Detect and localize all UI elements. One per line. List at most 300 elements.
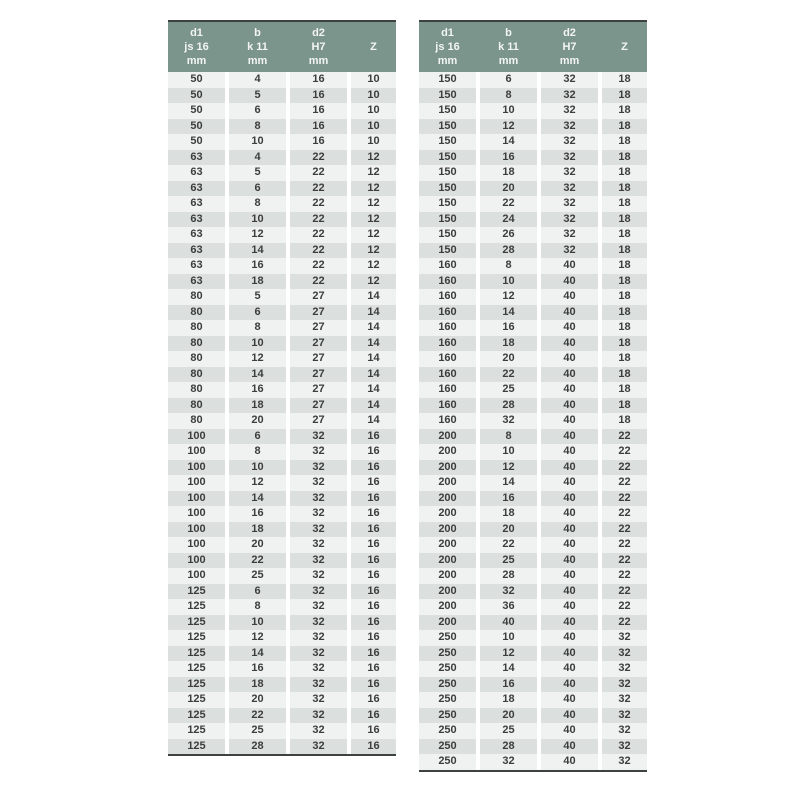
header-line: mm: [498, 55, 519, 67]
table-cell: 14: [351, 320, 396, 336]
table-cell: 24: [480, 212, 537, 228]
header-line: d1: [190, 27, 203, 39]
table-row: [168, 134, 396, 150]
table-cell: 250: [419, 708, 476, 724]
table-cell: 50: [168, 134, 225, 150]
table-cell: 36: [480, 599, 537, 615]
table-cell: 16: [351, 444, 396, 460]
table-row: [419, 227, 647, 243]
table-cell: 22: [602, 444, 647, 460]
table-row: [168, 258, 396, 274]
table-cell: 32: [290, 692, 347, 708]
table-cell: 12: [351, 165, 396, 181]
table-cell: 150: [419, 134, 476, 150]
table-cell: 27: [290, 289, 347, 305]
table-cell: 16: [351, 491, 396, 507]
table-cell: 20: [480, 351, 537, 367]
table-cell: 100: [168, 491, 225, 507]
table-cell: 16: [351, 630, 396, 646]
table-cell: 80: [168, 351, 225, 367]
table-cell: 200: [419, 460, 476, 476]
table-cell: 32: [290, 537, 347, 553]
table-cell: 16: [351, 522, 396, 538]
table-cell: 20: [229, 692, 286, 708]
dimension-table-left: [168, 20, 396, 756]
table-cell: 150: [419, 227, 476, 243]
table-cell: 160: [419, 367, 476, 383]
table-cell: 40: [541, 475, 598, 491]
table-cell: 10: [229, 336, 286, 352]
table-cell: 14: [480, 134, 537, 150]
table-cell: 22: [290, 181, 347, 197]
table-cell: 50: [168, 72, 225, 88]
table-cell: 40: [541, 646, 598, 662]
table-cell: 150: [419, 150, 476, 166]
table-cell: 32: [290, 646, 347, 662]
table-cell: 18: [602, 88, 647, 104]
table-cell: 63: [168, 212, 225, 228]
table-row: [419, 444, 647, 460]
table-cell: 160: [419, 336, 476, 352]
table-cell: 5: [229, 165, 286, 181]
table-row: [419, 72, 647, 88]
table-cell: 150: [419, 103, 476, 119]
table-cell: 22: [602, 615, 647, 631]
table-cell: 160: [419, 289, 476, 305]
table-cell: 22: [602, 537, 647, 553]
table-cell: 18: [602, 103, 647, 119]
table-cell: 25: [480, 723, 537, 739]
header-line: b: [505, 27, 512, 39]
table-row: [419, 289, 647, 305]
table-cell: 160: [419, 382, 476, 398]
table-cell: 40: [541, 537, 598, 553]
table-row: [168, 568, 396, 584]
table-cell: 32: [602, 677, 647, 693]
table-cell: 18: [229, 398, 286, 414]
table-cell: 14: [351, 382, 396, 398]
table-cell: 160: [419, 305, 476, 321]
table-cell: 10: [351, 103, 396, 119]
table-cell: 100: [168, 460, 225, 476]
table-cell: 14: [229, 646, 286, 662]
table-cell: 16: [351, 723, 396, 739]
table-cell: 160: [419, 351, 476, 367]
table-cell: 12: [480, 460, 537, 476]
table-row: [168, 351, 396, 367]
table-cell: 40: [480, 615, 537, 631]
table-row: [168, 553, 396, 569]
table-cell: 32: [602, 646, 647, 662]
table-cell: 27: [290, 305, 347, 321]
table-cell: 40: [541, 398, 598, 414]
table-row: [168, 367, 396, 383]
table-cell: 22: [602, 491, 647, 507]
table-row: [168, 444, 396, 460]
table-cell: 25: [480, 553, 537, 569]
table-cell: 80: [168, 382, 225, 398]
table-cell: 16: [290, 134, 347, 150]
table-cell: 18: [602, 150, 647, 166]
table-cell: 28: [229, 739, 286, 755]
table-row: [168, 196, 396, 212]
table-cell: 200: [419, 537, 476, 553]
table-cell: 6: [229, 429, 286, 445]
table-row: [168, 739, 396, 755]
table-cell: 10: [480, 630, 537, 646]
table-cell: 28: [480, 243, 537, 259]
table-row: [168, 336, 396, 352]
table-cell: 12: [351, 227, 396, 243]
table-cell: 32: [290, 630, 347, 646]
table-cell: 125: [168, 739, 225, 755]
table-row: [419, 615, 647, 631]
table-cell: 18: [602, 119, 647, 135]
table-cell: 100: [168, 506, 225, 522]
table-cell: 50: [168, 119, 225, 135]
table-cell: 63: [168, 227, 225, 243]
table-cell: 150: [419, 72, 476, 88]
table-cell: 16: [351, 537, 396, 553]
table-row: [168, 382, 396, 398]
table-cell: 10: [480, 103, 537, 119]
table-row: [419, 165, 647, 181]
table-header: [168, 22, 396, 72]
table-row: [419, 243, 647, 259]
table-cell: 32: [541, 243, 598, 259]
table-cell: 32: [290, 553, 347, 569]
table-cell: 20: [229, 413, 286, 429]
table-cell: 150: [419, 181, 476, 197]
header-line: js 16: [435, 41, 460, 53]
table-cell: 32: [541, 72, 598, 88]
table-cell: 32: [541, 227, 598, 243]
table-cell: 16: [290, 103, 347, 119]
header-line: H7: [311, 41, 326, 53]
table-cell: 16: [229, 661, 286, 677]
table-cell: 10: [480, 444, 537, 460]
table-row: [419, 708, 647, 724]
table-cell: 12: [480, 289, 537, 305]
table-cell: 18: [602, 289, 647, 305]
table-row: [168, 506, 396, 522]
table-cell: 22: [602, 553, 647, 569]
table-cell: 12: [351, 150, 396, 166]
table-cell: 14: [480, 305, 537, 321]
header-line: mm: [308, 55, 329, 67]
table-cell: 16: [351, 553, 396, 569]
table-row: [419, 677, 647, 693]
table-cell: 100: [168, 475, 225, 491]
table-cell: 40: [541, 739, 598, 755]
dimension-table-right: [419, 20, 647, 772]
table-cell: 150: [419, 243, 476, 259]
table-cell: 6: [229, 305, 286, 321]
table-cell: 22: [602, 522, 647, 538]
table-cell: 16: [480, 150, 537, 166]
table-row: [419, 382, 647, 398]
table-cell: 27: [290, 382, 347, 398]
table-cell: 32: [541, 181, 598, 197]
table-row: [419, 320, 647, 336]
table-cell: 40: [541, 506, 598, 522]
table-row: [419, 522, 647, 538]
table-row: [419, 429, 647, 445]
table-cell: 16: [290, 119, 347, 135]
table-row: [419, 398, 647, 414]
table-row: [419, 630, 647, 646]
table-cell: 160: [419, 320, 476, 336]
table-cell: 150: [419, 165, 476, 181]
table-cell: 40: [541, 522, 598, 538]
table-cell: 16: [351, 599, 396, 615]
table-cell: 32: [290, 475, 347, 491]
table-cell: 5: [229, 88, 286, 104]
header-cell: [602, 22, 647, 72]
table-cell: 32: [602, 630, 647, 646]
table-cell: 32: [290, 522, 347, 538]
table-cell: 22: [290, 227, 347, 243]
table-cell: 14: [351, 289, 396, 305]
table-cell: 20: [480, 708, 537, 724]
table-cell: 6: [229, 103, 286, 119]
table-cell: 32: [602, 739, 647, 755]
table-cell: 22: [290, 212, 347, 228]
table-cell: 32: [541, 119, 598, 135]
header-line: Z: [370, 41, 377, 53]
table-cell: 16: [351, 692, 396, 708]
table-cell: 14: [351, 336, 396, 352]
table-cell: 16: [351, 661, 396, 677]
table-row: [419, 351, 647, 367]
table-row: [168, 708, 396, 724]
table-row: [419, 475, 647, 491]
table-cell: 12: [229, 475, 286, 491]
table-cell: 27: [290, 320, 347, 336]
table-cell: 32: [290, 677, 347, 693]
table-cell: 12: [351, 196, 396, 212]
table-row: [168, 165, 396, 181]
table-row: [419, 661, 647, 677]
table-cell: 18: [602, 367, 647, 383]
header-cell: [541, 22, 598, 72]
table-cell: 40: [541, 692, 598, 708]
table-cell: 22: [480, 367, 537, 383]
table-cell: 22: [480, 537, 537, 553]
table-row: [419, 692, 647, 708]
table-cell: 16: [351, 584, 396, 600]
table-row: [419, 134, 647, 150]
table-cell: 5: [229, 289, 286, 305]
table-cell: 10: [351, 72, 396, 88]
table-row: [419, 413, 647, 429]
table-cell: 16: [229, 382, 286, 398]
table-row: [168, 398, 396, 414]
header-line: k 11: [498, 41, 519, 53]
table-cell: 18: [602, 320, 647, 336]
table-cell: 6: [480, 72, 537, 88]
table-cell: 40: [541, 444, 598, 460]
table-row: [168, 584, 396, 600]
table-cell: 14: [351, 351, 396, 367]
table-cell: 22: [290, 165, 347, 181]
table-cell: 200: [419, 584, 476, 600]
table-cell: 22: [290, 258, 347, 274]
table-cell: 10: [351, 119, 396, 135]
table-cell: 16: [351, 506, 396, 522]
table-cell: 27: [290, 413, 347, 429]
table-cell: 18: [602, 413, 647, 429]
table-cell: 8: [229, 599, 286, 615]
table-cell: 16: [351, 646, 396, 662]
table-cell: 32: [541, 196, 598, 212]
table-cell: 22: [602, 506, 647, 522]
table-cell: 12: [229, 227, 286, 243]
table-cell: 22: [290, 196, 347, 212]
header-cell: [229, 22, 286, 72]
table-cell: 22: [290, 274, 347, 290]
table-cell: 100: [168, 522, 225, 538]
table-cell: 32: [541, 212, 598, 228]
table-cell: 8: [480, 429, 537, 445]
table-cell: 18: [602, 336, 647, 352]
table-cell: 63: [168, 150, 225, 166]
table-row: [168, 646, 396, 662]
table-cell: 40: [541, 305, 598, 321]
table-cell: 26: [480, 227, 537, 243]
table-cell: 16: [290, 88, 347, 104]
table-cell: 16: [351, 739, 396, 755]
table-row: [419, 537, 647, 553]
table-cell: 100: [168, 568, 225, 584]
table-cell: 200: [419, 615, 476, 631]
table-row: [168, 537, 396, 553]
table-cell: 80: [168, 320, 225, 336]
table-cell: 10: [229, 134, 286, 150]
table-cell: 14: [351, 413, 396, 429]
table-cell: 18: [602, 196, 647, 212]
table-cell: 40: [541, 677, 598, 693]
table-cell: 50: [168, 88, 225, 104]
table-cell: 16: [351, 475, 396, 491]
table-cell: 16: [229, 258, 286, 274]
table-row: [168, 475, 396, 491]
table-cell: 125: [168, 584, 225, 600]
table-cell: 200: [419, 429, 476, 445]
table-row: [168, 181, 396, 197]
table-cell: 32: [290, 584, 347, 600]
table-cell: 25: [229, 568, 286, 584]
table-cell: 125: [168, 692, 225, 708]
table-cell: 8: [229, 320, 286, 336]
table-cell: 4: [229, 72, 286, 88]
table-row: [168, 429, 396, 445]
table-cell: 12: [480, 646, 537, 662]
table-cell: 16: [480, 491, 537, 507]
header-line: mm: [186, 55, 207, 67]
table-cell: 40: [541, 320, 598, 336]
table-cell: 32: [541, 150, 598, 166]
table-cell: 40: [541, 615, 598, 631]
table-row: [168, 274, 396, 290]
table-cell: 32: [602, 708, 647, 724]
table-row: [419, 723, 647, 739]
table-cell: 125: [168, 661, 225, 677]
table-cell: 18: [229, 522, 286, 538]
header-line: Z: [621, 41, 628, 53]
table-row: [419, 568, 647, 584]
table-cell: 8: [480, 258, 537, 274]
header-line: mm: [247, 55, 268, 67]
header-line: mm: [559, 55, 580, 67]
table-cell: 27: [290, 336, 347, 352]
table-row: [168, 723, 396, 739]
table-cell: 18: [602, 258, 647, 274]
table-row: [168, 305, 396, 321]
table-cell: 80: [168, 398, 225, 414]
table-cell: 14: [480, 661, 537, 677]
table-cell: 22: [229, 708, 286, 724]
table-cell: 80: [168, 305, 225, 321]
table-row: [419, 646, 647, 662]
table-cell: 100: [168, 429, 225, 445]
header-cell: [480, 22, 537, 72]
table-row: [419, 305, 647, 321]
table-cell: 40: [541, 568, 598, 584]
table-cell: 18: [602, 181, 647, 197]
table-cell: 27: [290, 398, 347, 414]
table-cell: 125: [168, 599, 225, 615]
table-cell: 12: [351, 212, 396, 228]
table-cell: 32: [290, 599, 347, 615]
table-cell: 32: [290, 568, 347, 584]
table-cell: 22: [602, 460, 647, 476]
table-cell: 10: [480, 274, 537, 290]
table-cell: 200: [419, 553, 476, 569]
table-cell: 8: [229, 196, 286, 212]
table-cell: 18: [602, 72, 647, 88]
table-cell: 40: [541, 336, 598, 352]
table-cell: 200: [419, 568, 476, 584]
table-cell: 18: [480, 165, 537, 181]
header-line: d1: [441, 27, 454, 39]
table-cell: 32: [290, 460, 347, 476]
table-row: [168, 460, 396, 476]
header-line: k 11: [247, 41, 268, 53]
table-cell: 50: [168, 103, 225, 119]
table-cell: 125: [168, 615, 225, 631]
table-row: [419, 754, 647, 770]
table-row: [419, 196, 647, 212]
table-cell: 18: [480, 336, 537, 352]
header-line: H7: [562, 41, 577, 53]
table-cell: 25: [480, 382, 537, 398]
table-body: [168, 72, 396, 756]
table-cell: 28: [480, 568, 537, 584]
table-cell: 18: [602, 274, 647, 290]
table-cell: 16: [351, 429, 396, 445]
table-cell: 22: [480, 196, 537, 212]
table-cell: 32: [541, 103, 598, 119]
table-cell: 32: [290, 615, 347, 631]
table-cell: 250: [419, 723, 476, 739]
table-cell: 10: [229, 460, 286, 476]
table-row: [168, 72, 396, 88]
table-cell: 40: [541, 289, 598, 305]
table-cell: 12: [351, 274, 396, 290]
table-cell: 8: [229, 444, 286, 460]
table-cell: 22: [602, 568, 647, 584]
